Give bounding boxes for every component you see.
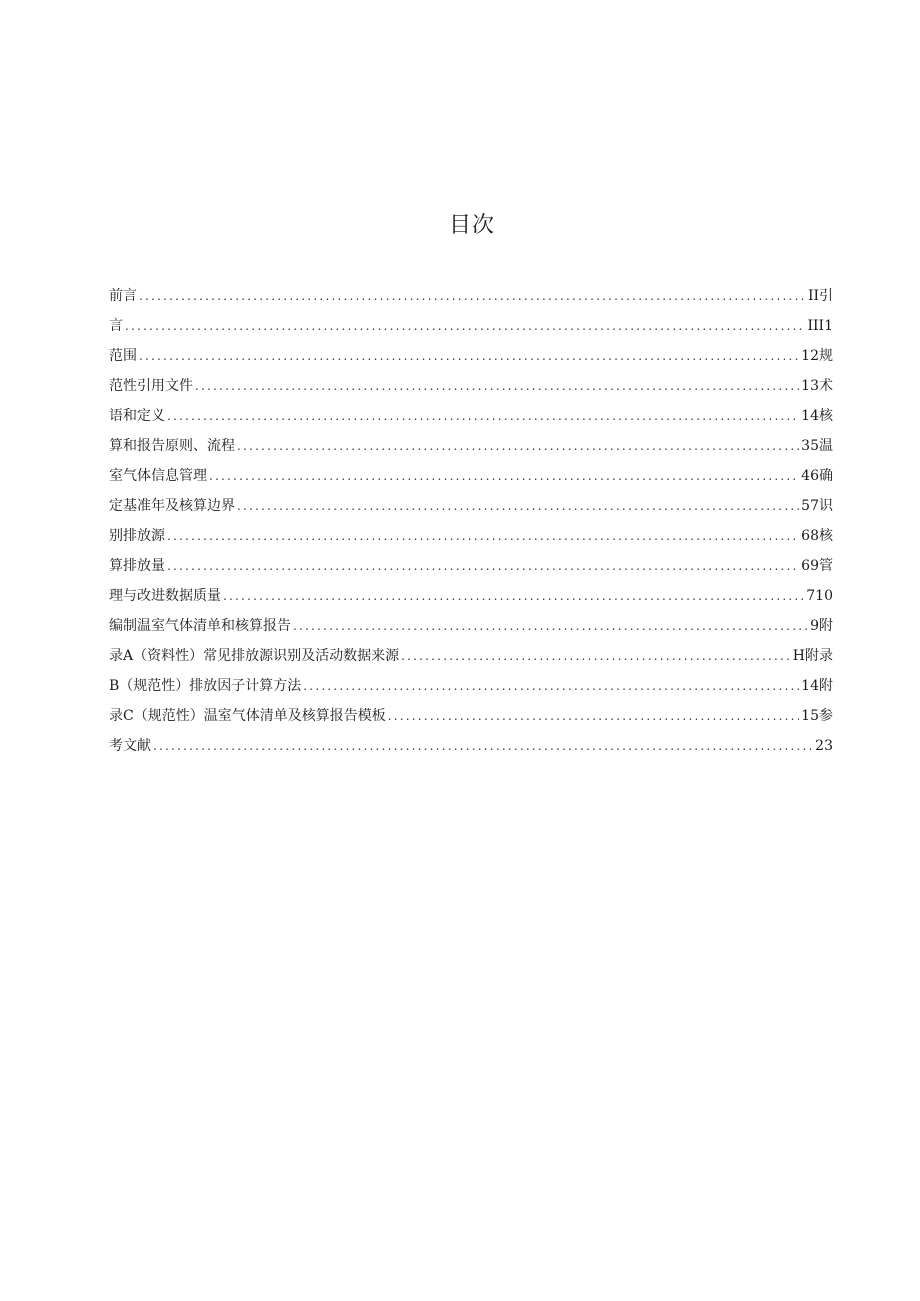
toc-entry-page: H附录 [792,648,833,664]
toc-leader-dots [293,611,808,641]
toc-entry[interactable] [109,611,833,641]
toc-entry-label: 语和定义 [109,408,165,424]
toc-entry-label: 理与改进数据质量 [109,588,221,604]
page-title: 目次 [448,213,495,238]
toc-entry-page: 57识 [801,498,833,514]
toc-entry-label: 言 [109,318,123,334]
toc-entry[interactable] [109,551,833,581]
toc-entry[interactable] [109,641,833,671]
toc-entry[interactable] [109,701,833,731]
toc-leader-dots [153,731,813,761]
toc-entry-label: 考文献 [109,738,151,754]
toc-leader-dots [139,281,806,311]
toc-entry[interactable] [109,311,833,341]
toc-entry[interactable] [109,341,833,371]
toc-entry-page: 15参 [801,708,833,724]
toc-leader-dots [223,581,804,611]
toc-leader-dots [209,461,799,491]
toc-entry-label: 编制温室气体清单和核算报告 [109,618,291,634]
toc-leader-dots [125,311,806,341]
toc-entry-label: 范围 [109,348,137,364]
table-of-contents [109,281,833,761]
toc-entry[interactable] [109,281,833,311]
toc-entry[interactable] [109,521,833,551]
toc-entry-label: 录C（规范性）温室气体清单及核算报告模板 [109,708,386,724]
toc-leader-dots [167,401,799,431]
toc-entry-page: 13术 [801,378,833,394]
toc-entry-page: 710 [806,588,833,604]
toc-entry-label: 前言 [109,288,137,304]
toc-entry-page: 23 [815,738,833,754]
toc-entry-page: 35温 [801,438,833,454]
toc-leader-dots [237,431,799,461]
toc-entry-page: 9附 [810,618,833,634]
toc-entry[interactable] [109,461,833,491]
toc-entry[interactable] [109,731,833,761]
toc-entry-label: 算排放量 [109,558,165,574]
toc-entry-page: III1 [807,318,833,334]
toc-leader-dots [237,491,799,521]
toc-entry-page: 14核 [801,408,833,424]
toc-entry-label: 室气体信息管理 [109,468,207,484]
toc-entry-page: 69管 [801,558,833,574]
toc-entry[interactable] [109,581,833,611]
toc-leader-dots [139,341,799,371]
toc-entry-label: B（规范性）排放因子计算方法 [109,678,302,694]
toc-leader-dots [303,671,799,701]
toc-entry[interactable] [109,491,833,521]
toc-leader-dots [167,521,799,551]
toc-entry-page: 68核 [801,528,833,544]
toc-entry-page: 12规 [801,348,833,364]
toc-entry-label: 范性引用文件 [109,378,193,394]
toc-entry[interactable] [109,431,833,461]
toc-leader-dots [167,551,799,581]
toc-leader-dots [401,641,791,671]
toc-entry-page: 46确 [801,468,833,484]
toc-entry[interactable] [109,671,833,701]
toc-entry-page: II引 [807,288,833,304]
toc-entry[interactable] [109,371,833,401]
toc-entry-label: 录A（资料性）常见排放源识别及活动数据来源 [109,648,400,664]
toc-leader-dots [195,371,799,401]
toc-entry-label: 别排放源 [109,528,165,544]
toc-entry[interactable] [109,401,833,431]
toc-entry-label: 算和报告原则、流程 [109,438,235,454]
toc-leader-dots [388,701,799,731]
toc-entry-label: 定基准年及核算边界 [109,498,235,514]
toc-entry-page: 14附 [801,678,833,694]
